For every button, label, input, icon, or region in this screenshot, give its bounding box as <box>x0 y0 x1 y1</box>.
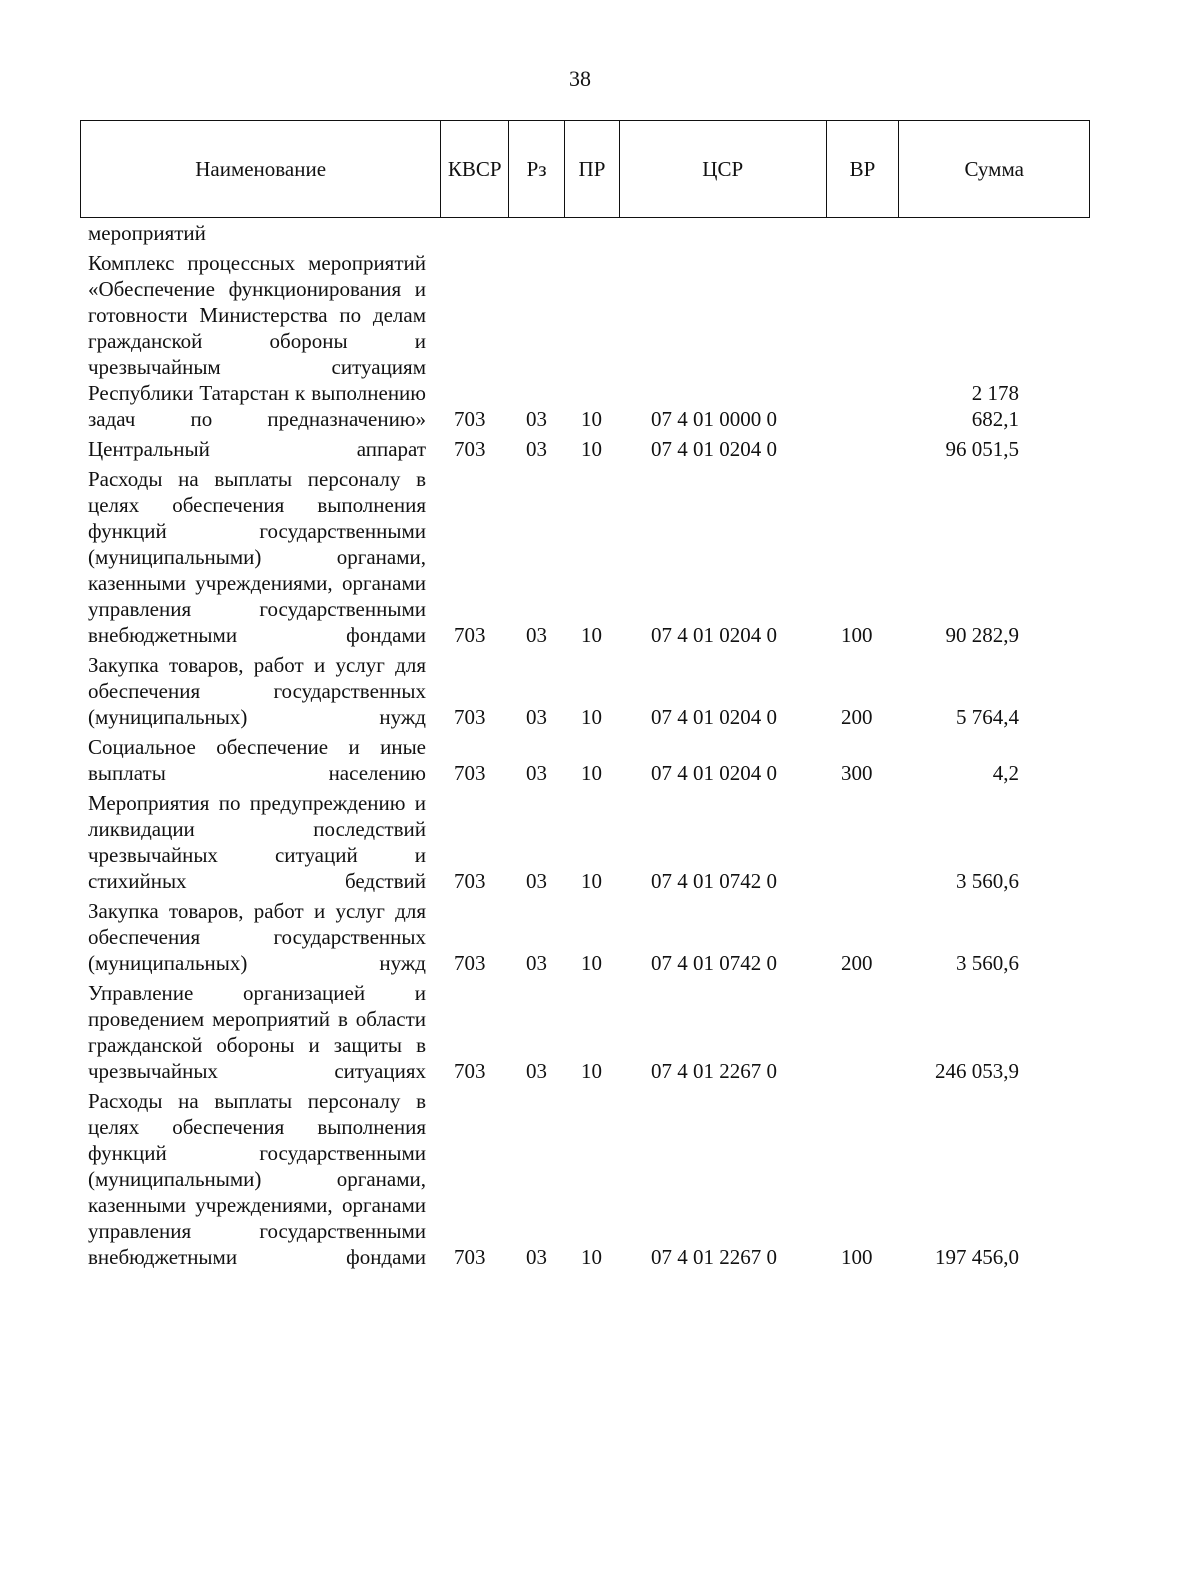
table-row <box>88 898 1088 976</box>
header-name: Наименование <box>81 121 441 217</box>
cell-vr: 200 <box>841 705 873 729</box>
cell-sum: 5 764,4 <box>956 705 1019 729</box>
table-row <box>88 436 1088 462</box>
cell-rz: 03 <box>526 705 547 729</box>
cell-pr: 10 <box>581 407 602 431</box>
table-body <box>88 220 1088 1270</box>
cell-csr: 07 4 01 0742 0 <box>651 951 777 975</box>
cell-csr: 07 4 01 0204 0 <box>651 761 777 785</box>
table-header <box>80 120 1090 218</box>
cell-sum: 4,2 <box>992 761 1019 785</box>
cell-rz: 03 <box>526 407 547 431</box>
cell-rz: 03 <box>526 437 547 461</box>
cell-sum: 96 051,5 <box>945 437 1019 461</box>
table-row <box>88 652 1088 730</box>
cell-sum: 2 178 682,1 <box>971 381 1019 431</box>
cell-rz: 03 <box>526 1245 547 1269</box>
cell-kvsr: 703 <box>454 705 486 729</box>
cell-csr: 07 4 01 2267 0 <box>651 1245 777 1269</box>
cell-kvsr: 703 <box>454 407 486 431</box>
cell-pr: 10 <box>581 623 602 647</box>
cell-vr: 100 <box>841 1245 873 1269</box>
cell-name: Расходы на выплаты персоналу в целях обеспечения выполнения функций государственными (муниципальными) органами, казенными учреждениями, органами управления государственными внебюджетными фондами <box>88 467 426 647</box>
cell-name: мероприятий <box>88 221 206 245</box>
cell-kvsr: 703 <box>454 1059 486 1083</box>
header-vr: ВР <box>827 121 900 217</box>
cell-sum: 90 282,9 <box>945 623 1019 647</box>
cell-vr: 200 <box>841 951 873 975</box>
cell-kvsr: 703 <box>454 951 486 975</box>
header-sum: Сумма <box>964 156 1024 181</box>
header-pr: ПР <box>565 121 620 217</box>
header-kvsr: КВСР <box>441 121 509 217</box>
cell-rz: 03 <box>526 761 547 785</box>
cell-name: Центральный аппарат <box>88 437 426 461</box>
cell-name: Мероприятия по предупреждению и ликвидации последствий чрезвычайных ситуаций и стихийных бедствий <box>88 791 426 893</box>
cell-csr: 07 4 01 0742 0 <box>651 869 777 893</box>
cell-pr: 10 <box>581 705 602 729</box>
header-csr: ЦСР <box>620 121 827 217</box>
cell-name: Комплекс процессных мероприятий «Обеспечение функционирования и готовности Министерства по делам гражданской обороны и чрезвычайным ситуациям Республики Татарстан к выполнению задач по предназначению» <box>88 251 426 431</box>
table-row <box>88 466 1088 648</box>
cell-sum: 3 560,6 <box>956 951 1019 975</box>
cell-csr: 07 4 01 0204 0 <box>651 623 777 647</box>
cell-kvsr: 703 <box>454 623 486 647</box>
cell-sum: 3 560,6 <box>956 869 1019 893</box>
table-row <box>88 220 1088 246</box>
cell-rz: 03 <box>526 951 547 975</box>
table-row <box>88 1088 1088 1270</box>
page-number: 38 <box>569 66 591 91</box>
cell-pr: 10 <box>581 869 602 893</box>
cell-kvsr: 703 <box>454 437 486 461</box>
cell-csr: 07 4 01 0000 0 <box>651 407 777 431</box>
cell-pr: 10 <box>581 951 602 975</box>
cell-vr: 300 <box>841 761 873 785</box>
cell-sum: 246 053,9 <box>935 1059 1019 1083</box>
cell-kvsr: 703 <box>454 1245 486 1269</box>
cell-kvsr: 703 <box>454 761 486 785</box>
cell-name: Закупка товаров, работ и услуг для обеспечения государственных (муниципальных) нужд <box>88 653 426 729</box>
table-row <box>88 790 1088 894</box>
cell-rz: 03 <box>526 1059 547 1083</box>
cell-pr: 10 <box>581 761 602 785</box>
cell-sum: 197 456,0 <box>935 1245 1019 1269</box>
cell-pr: 10 <box>581 1059 602 1083</box>
cell-pr: 10 <box>581 1245 602 1269</box>
cell-csr: 07 4 01 0204 0 <box>651 437 777 461</box>
cell-pr: 10 <box>581 437 602 461</box>
table-row <box>88 250 1088 432</box>
cell-name: Закупка товаров, работ и услуг для обеспечения государственных (муниципальных) нужд <box>88 899 426 975</box>
cell-name: Социальное обеспечение и иные выплаты населению <box>88 735 426 785</box>
cell-name: Управление организацией и проведением мероприятий в области гражданской обороны и защиты в чрезвычайных ситуациях <box>88 981 426 1083</box>
cell-kvsr: 703 <box>454 869 486 893</box>
header-rz: Рз <box>509 121 565 217</box>
cell-rz: 03 <box>526 869 547 893</box>
cell-csr: 07 4 01 2267 0 <box>651 1059 777 1083</box>
cell-rz: 03 <box>526 623 547 647</box>
table-row <box>88 734 1088 786</box>
cell-csr: 07 4 01 0204 0 <box>651 705 777 729</box>
cell-vr: 100 <box>841 623 873 647</box>
cell-name: Расходы на выплаты персоналу в целях обеспечения выполнения функций государственными (муниципальными) органами, казенными учреждениями, органами управления государственными внебюджетными фондами <box>88 1089 426 1269</box>
table-row <box>88 980 1088 1084</box>
